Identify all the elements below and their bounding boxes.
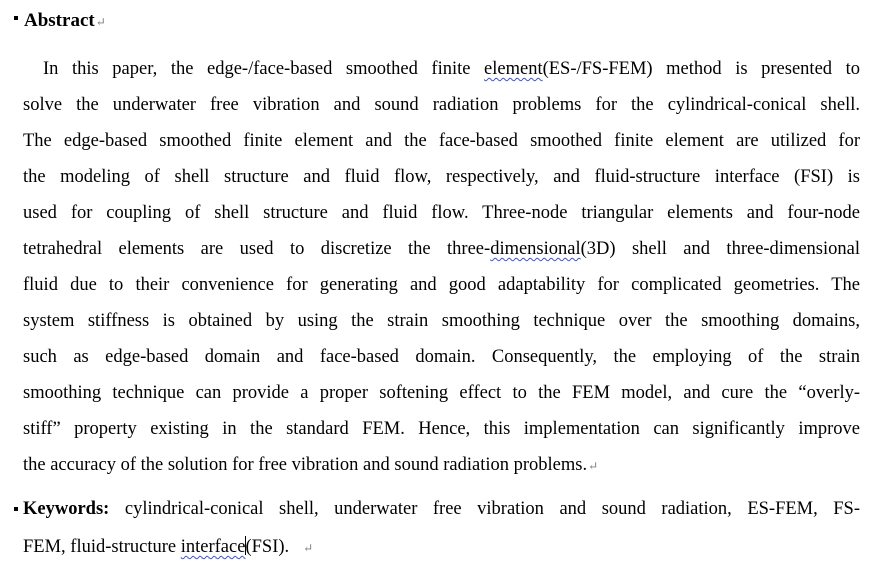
abstract-heading: [24, 10, 106, 33]
spellcheck-word: dimensional: [490, 239, 581, 259]
abstract-line: The edge-based smoothed finite element and the face-based smoothed finite element are utilized for: [23, 131, 860, 151]
abstract-title: Abstract: [24, 10, 95, 31]
paragraph-mark-icon: ↵: [588, 459, 599, 473]
abstract-line: the modeling of shell structure and fluid flow, respectively, and fluid-structure interface (FSI) is: [23, 167, 860, 187]
abstract-line: the accuracy of the solution for free vibration and sound radiation problems.↵: [23, 455, 599, 475]
spellcheck-word: interface: [180, 537, 246, 557]
abstract-line: used for coupling of shell structure and fluid flow. Three-node triangular elements and four-node: [23, 203, 860, 223]
abstract-line: such as edge-based domain and face-based domain. Consequently, the employing of the strain: [23, 347, 860, 367]
abstract-line: smoothing technique can provide a proper softening effect to the FEM model, and cure the “overly-: [23, 383, 860, 403]
keywords-line: FEM, fluid-structure interface(FSI). ↵: [23, 537, 314, 557]
abstract-bullet-icon: [14, 16, 18, 20]
abstract-line: In this paper, the edge-/face-based smoothed finite element(ES-/FS-FEM) method is presented to: [43, 59, 860, 79]
spellcheck-word: element: [484, 59, 543, 79]
paragraph-mark-icon: ↵: [303, 541, 314, 555]
abstract-line: tetrahedral elements are used to discretize the three-dimensional(3D) shell and three-dimensional: [23, 239, 860, 259]
keywords-line: Keywords: cylindrical-conical shell, underwater free vibration and sound radiation, ES-FEM, FS-: [23, 499, 860, 519]
abstract-line: stiff” property existing in the standard FEM. Hence, this implementation can significantly improve: [23, 419, 860, 439]
keywords-label: Keywords:: [23, 499, 110, 519]
abstract-line: solve the underwater free vibration and sound radiation problems for the cylindrical-conical shell.: [23, 95, 860, 115]
abstract-body: [23, 51, 860, 483]
keywords-bullet-icon: [14, 507, 18, 511]
abstract-line: system stiffness is obtained by using the strain smoothing technique over the smoothing domains,: [23, 311, 860, 331]
abstract-line: fluid due to their convenience for generating and good adaptability for complicated geometries. The: [23, 275, 860, 295]
paragraph-mark-icon: ↵: [95, 15, 106, 29]
